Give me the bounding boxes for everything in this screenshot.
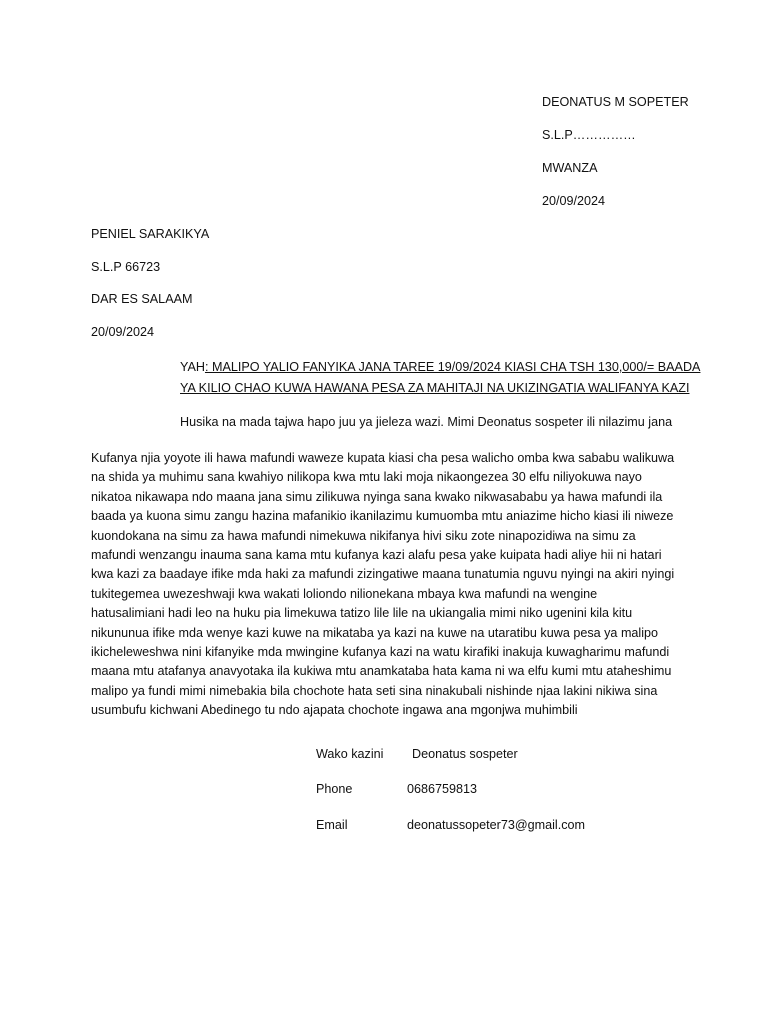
body-line: Kufanya njia yoyote ili hawa mafundi waweze kupata kiasi cha pesa walicho omba kwa sababu walikuwa [91, 451, 675, 465]
body-line: malipo ya fundi mimi nimebakia bila chochote hata seti sina ninakubali nishinde njaa lakini nikiwa sina [91, 683, 658, 698]
sender-name: DEONATUS M SOPETER [542, 95, 689, 109]
body-paragraph [91, 449, 691, 721]
signature-from-name: Deonatus sospeter [412, 747, 518, 761]
body-line: hatusalimiani hadi leo na huku pia limekuwa tatizo lile lile na ukiangalia mimi niko ugenini kila kitu [91, 606, 633, 621]
body-line: ikicheleweshwa nini kifanyike mda mwingine kufanya kazi na watu kirafiki inakuja kuwagharimu mafundi [91, 645, 670, 660]
body-line: na shida ya muhimu sana kwahiyo nilikopa kwa mtu laki moja nikaongezea 30 elfu niliyokuwa nayo [91, 470, 642, 485]
body-line: tukitegemea uwezeshwaji kwa wakati loliondo nilionekana mbaya kwa mafundi na wengine [91, 586, 598, 601]
subject-line-2: YA KILIO CHAO KUWA HAWANA PESA ZA MAHITAJI NA UKIZINGATIA WALIFANYA KAZI [180, 381, 690, 395]
recipient-date: 20/09/2024 [91, 325, 155, 339]
subject-prefix: YAH [180, 360, 205, 374]
intro-paragraph: Husika na mada tajwa hapo juu ya jieleza wazi. Mimi Deonatus sospeter ili nilazimu jana [180, 415, 673, 429]
body-line: mafundi wenzangu inauma sana kama mtu kufanya kazi alafu pesa yake kuipata hadi aliye hii ni hatari [91, 548, 662, 563]
sender-date: 20/09/2024 [542, 194, 606, 208]
sender-city: MWANZA [542, 161, 598, 175]
sender-po-box: S.L.P…………… [542, 128, 636, 142]
body-line: kwa kazi za baadaye ifike mda haki za mafundi zizingatiwe maana tunatumia nguvu nyingi na akiri nyingi [91, 567, 675, 582]
body-line: maana mtu atafanya anavyotaka ila kukiwa mtu anamkataba hata kama ni wa elfu kumi mtu ataheshimu [91, 664, 672, 679]
signature-label-email: Email [316, 818, 348, 832]
recipient-city: DAR ES SALAAM [91, 292, 193, 306]
signature-label-from: Wako kazini [316, 747, 384, 761]
body-line: baada ya kuona simu zangu hazina mafanikio ikanilazimu kumuomba mtu aniazime hicho kiasi ili niweze [91, 509, 674, 524]
body-line: nikatoa nikawapa ndo maana jana simu zilikuwa nyinga sana kwako nikwasababu ya hawa mafundi ila [91, 489, 663, 504]
signature-phone: 0686759813 [407, 782, 478, 796]
subject-line-1 [180, 359, 700, 375]
body-line: kuondokana na simu za hawa mafundi nimekuwa nikifanya hivi siku zote ninapozidiwa na simu za [91, 528, 636, 543]
recipient-name: PENIEL SARAKIKYA [91, 227, 210, 241]
recipient-po-box: S.L.P 66723 [91, 260, 161, 274]
signature-email: deonatussopeter73@gmail.com [407, 818, 586, 832]
signature-label-phone: Phone [316, 782, 353, 796]
subject-text-1: : MALIPO YALIO FANYIKA JANA TAREE 19/09/2024 KIASI CHA TSH 130,000/= BAADA [204, 360, 701, 374]
body-line: usumbufu kichwani Abedinego tu ndo ajapata chochote ingawa ana mgonjwa muhimbili [91, 703, 578, 718]
body-line: nikununua ifike mda wenye kazi kuwe na mikataba ya kazi na kuwe na utaratibu kuwa pesa ya malipo [91, 625, 659, 640]
